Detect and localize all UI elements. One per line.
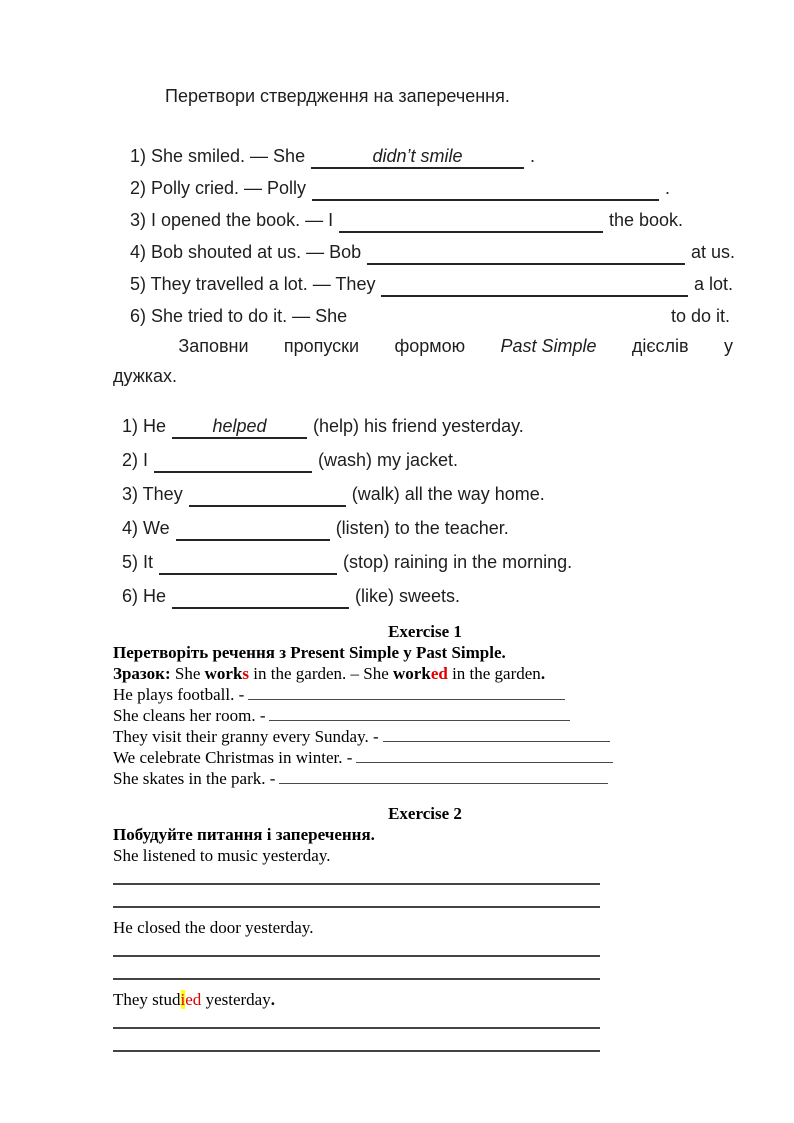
item-tail: (stop) raining in the morning. (343, 552, 573, 572)
handwritten-answer: helped (212, 416, 267, 436)
answer-blank (279, 769, 608, 784)
section2-intro-paragraph (113, 335, 733, 387)
answer-blank (339, 209, 603, 233)
text-segment: ed (185, 990, 202, 1009)
text-segment: s (242, 664, 250, 683)
text-segment: in the garden. – She (249, 664, 394, 683)
text-segment: She listened to music yesterday. (113, 846, 331, 865)
negation-exercise-list (113, 145, 737, 327)
answer-line (113, 906, 600, 908)
item-text: 4) Bob shouted at us. — Bob (130, 242, 362, 262)
intro-line1 (113, 335, 733, 357)
sample-sentence (171, 664, 545, 683)
answer-blank (154, 449, 312, 473)
answer-blank (383, 727, 610, 742)
intro-word: пропуски (283, 336, 360, 356)
prompt-sentence (113, 917, 737, 938)
text-segment: ed (430, 664, 448, 683)
transform-item (113, 747, 613, 768)
prompt-sentence (113, 845, 737, 866)
answer-blank (172, 415, 307, 439)
exercise2-instruction: Побудуйте питання і заперечення. (113, 825, 375, 844)
exercise1-list (113, 684, 737, 789)
item-text: 5) It (122, 552, 154, 572)
answer-line (113, 1027, 600, 1029)
item-tail: at us. (690, 242, 735, 262)
negation-item (130, 241, 735, 265)
item-tail: . (529, 146, 535, 166)
text-segment: work (204, 664, 243, 683)
negation-item (130, 177, 670, 201)
transform-item (113, 684, 565, 705)
item-text: 1) He (122, 416, 167, 436)
text-segment: She (170, 664, 205, 683)
answer-blank (311, 145, 524, 169)
answer-line (113, 955, 600, 957)
section1-title: Перетвори ствердження на заперечення. (165, 86, 510, 106)
text-segment: He closed the door yesterday. (113, 918, 314, 937)
exercise2-blocks (113, 845, 737, 1052)
text-segment: work (393, 664, 431, 683)
transform-item (113, 768, 608, 789)
answer-blank (381, 273, 688, 297)
answer-blank (159, 551, 337, 575)
negation-item (130, 209, 683, 233)
item-text: 5) They travelled a lot. — They (130, 274, 376, 294)
transform-item (113, 726, 610, 747)
answer-blank (189, 483, 346, 507)
intro-word: Past Simple (500, 336, 597, 356)
prompt-sentence (113, 989, 737, 1010)
item-tail: a lot. (693, 274, 733, 294)
answer-blank (312, 177, 659, 201)
item-text: 6) He (122, 586, 167, 606)
item-tail: (walk) all the way home. (351, 484, 545, 504)
negation-item (130, 273, 733, 297)
item-text: 3) They (122, 484, 183, 504)
item-tail: (like) sweets. (355, 586, 461, 606)
exercise1-instruction: Перетворіть речення з Present Simple у Past Simple. (113, 643, 506, 662)
fill-item (122, 517, 737, 541)
answer-blank (353, 305, 665, 327)
item-text: They visit their granny every Sunday. - (113, 727, 379, 746)
intro-line2: дужках. (113, 366, 178, 386)
exercise1-sample (113, 663, 737, 684)
text-segment: in the garden (447, 664, 541, 683)
fill-item (122, 551, 737, 575)
item-text: 6) She tried to do it. — She (130, 306, 348, 326)
exercise1-heading: Exercise 1 (388, 622, 462, 641)
fill-item (122, 585, 737, 609)
answer-blank (248, 685, 565, 700)
item-text: She skates in the park. - (113, 769, 276, 788)
text-segment: . (540, 664, 546, 683)
answer-blank (269, 706, 570, 721)
item-text: 2) I (122, 450, 149, 470)
answer-blank (172, 585, 349, 609)
text-segment: i (180, 990, 186, 1009)
negation-item (130, 145, 535, 169)
fill-item (122, 415, 737, 439)
item-tail: (listen) to the teacher. (335, 518, 509, 538)
sample-label: Зразок: (113, 664, 171, 683)
transform-item (113, 705, 570, 726)
text-segment: They stud (113, 990, 181, 1009)
typed-section (113, 621, 737, 1052)
fill-item (122, 449, 737, 473)
item-text: She cleans her room. - (113, 706, 266, 725)
exercise2-heading: Exercise 2 (388, 804, 462, 823)
item-text: We celebrate Christmas in winter. - (113, 748, 353, 767)
past-simple-fill-list (113, 415, 737, 609)
text-segment: . (270, 990, 275, 1009)
item-text: 1) She smiled. — She (130, 146, 306, 166)
answer-line (113, 1050, 600, 1052)
intro-word: Заповни (178, 336, 249, 356)
item-text: 4) We (122, 518, 170, 538)
negation-item (130, 305, 730, 327)
intro-word: у (723, 336, 733, 356)
answer-line (113, 978, 600, 980)
item-tail: (wash) my jacket. (318, 450, 459, 470)
fill-item (122, 483, 737, 507)
item-tail: the book. (608, 210, 683, 230)
answer-blank (367, 241, 685, 265)
answer-blank (356, 748, 613, 763)
item-tail: (help) his friend yesterday. (313, 416, 524, 436)
handwritten-answer: didn’t smile (372, 146, 463, 166)
intro-word: формою (394, 336, 466, 356)
item-tail: . (664, 178, 670, 198)
item-text: 3) I opened the book. — I (130, 210, 334, 230)
scanned-section (113, 85, 737, 609)
intro-word: дієслів (631, 336, 689, 356)
item-text: 2) Polly cried. — Polly (130, 178, 307, 198)
answer-blank (176, 517, 330, 541)
item-tail: to do it. (670, 306, 730, 326)
item-text: He plays football. - (113, 685, 245, 704)
text-segment: yesterday (201, 990, 271, 1009)
answer-line (113, 883, 600, 885)
